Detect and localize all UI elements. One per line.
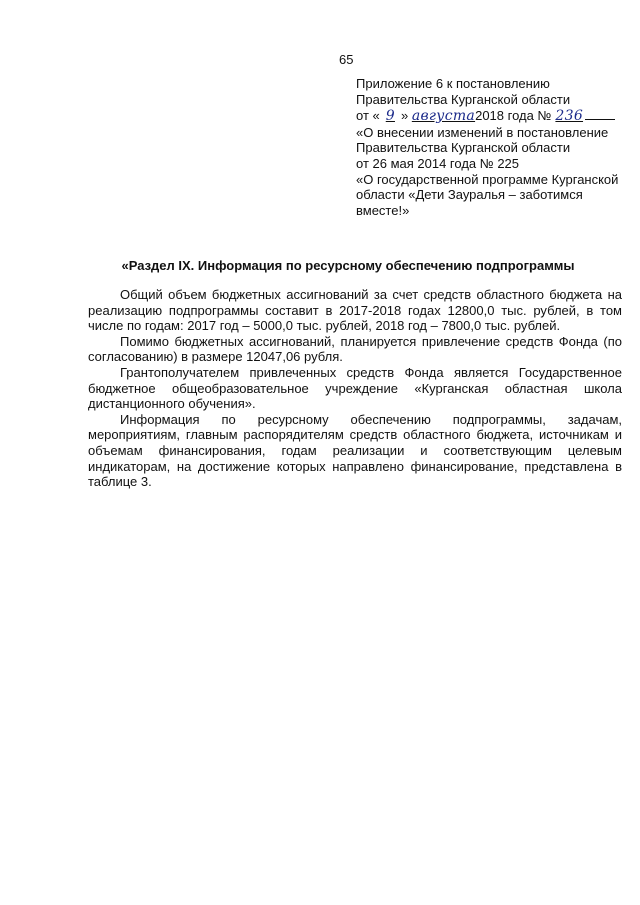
date-suffix: 2018 года № bbox=[475, 108, 552, 124]
paragraph-grantee: Грантополучателем привлеченных средств Фонда является Государственное бюджетное общеобразовательное учреждение «Курганская областная школа дистанционного обучения». bbox=[88, 364, 622, 412]
signature-underline bbox=[585, 107, 615, 120]
paragraph-table-reference: Информация по ресурсному обеспечению подпрограммы, задачам, мероприятиям, главным распорядителям средств областного бюджета, источникам и объемам финансирования, годам реализации и соответствующим целевым индикаторам, на достижение которых направлено финансирование, представлена в таблице 3. bbox=[88, 411, 622, 490]
appendix-date-line bbox=[356, 107, 628, 125]
date-mid: » bbox=[400, 108, 409, 124]
appendix-line-7: «О государственной программе Курганской области «Дети Зауралья – заботимся вместе!» bbox=[356, 171, 619, 218]
handwritten-day: 9 bbox=[385, 108, 395, 125]
handwritten-doc-number: 236 bbox=[555, 108, 584, 125]
page-number: 65 bbox=[339, 52, 354, 67]
paragraph-budget: Общий объем бюджетных ассигнований за счет средств областного бюджета на реализацию подпрограммы составит в 2017-2018 годах 12800,0 тыс. рублей, в том числе по годам: 2017 год – 5000,0 тыс. рублей, 2018 год – 7800,0 тыс. рублей. bbox=[88, 287, 622, 334]
appendix-line-5: Правительства Курганской области bbox=[356, 140, 571, 156]
section-title: «Раздел IX. Информация по ресурсному обеспечению подпрограммы bbox=[121, 258, 575, 273]
appendix-line-4: «О внесении изменений в постановление bbox=[356, 124, 609, 140]
paragraph-fund: Помимо бюджетных ассигнований, планируется привлечение средств Фонда (по согласованию) в размере 12047,06 рубля. bbox=[88, 333, 622, 365]
appendix-line-6: от 26 мая 2014 года № 225 bbox=[356, 155, 520, 171]
body-text bbox=[88, 287, 622, 490]
appendix-line-2: Правительства Курганской области bbox=[356, 91, 571, 107]
appendix-header bbox=[356, 76, 628, 218]
handwritten-month: августа bbox=[411, 108, 476, 125]
appendix-line-1: Приложение 6 к постановлению bbox=[356, 76, 550, 91]
date-prefix: от « bbox=[356, 108, 380, 124]
